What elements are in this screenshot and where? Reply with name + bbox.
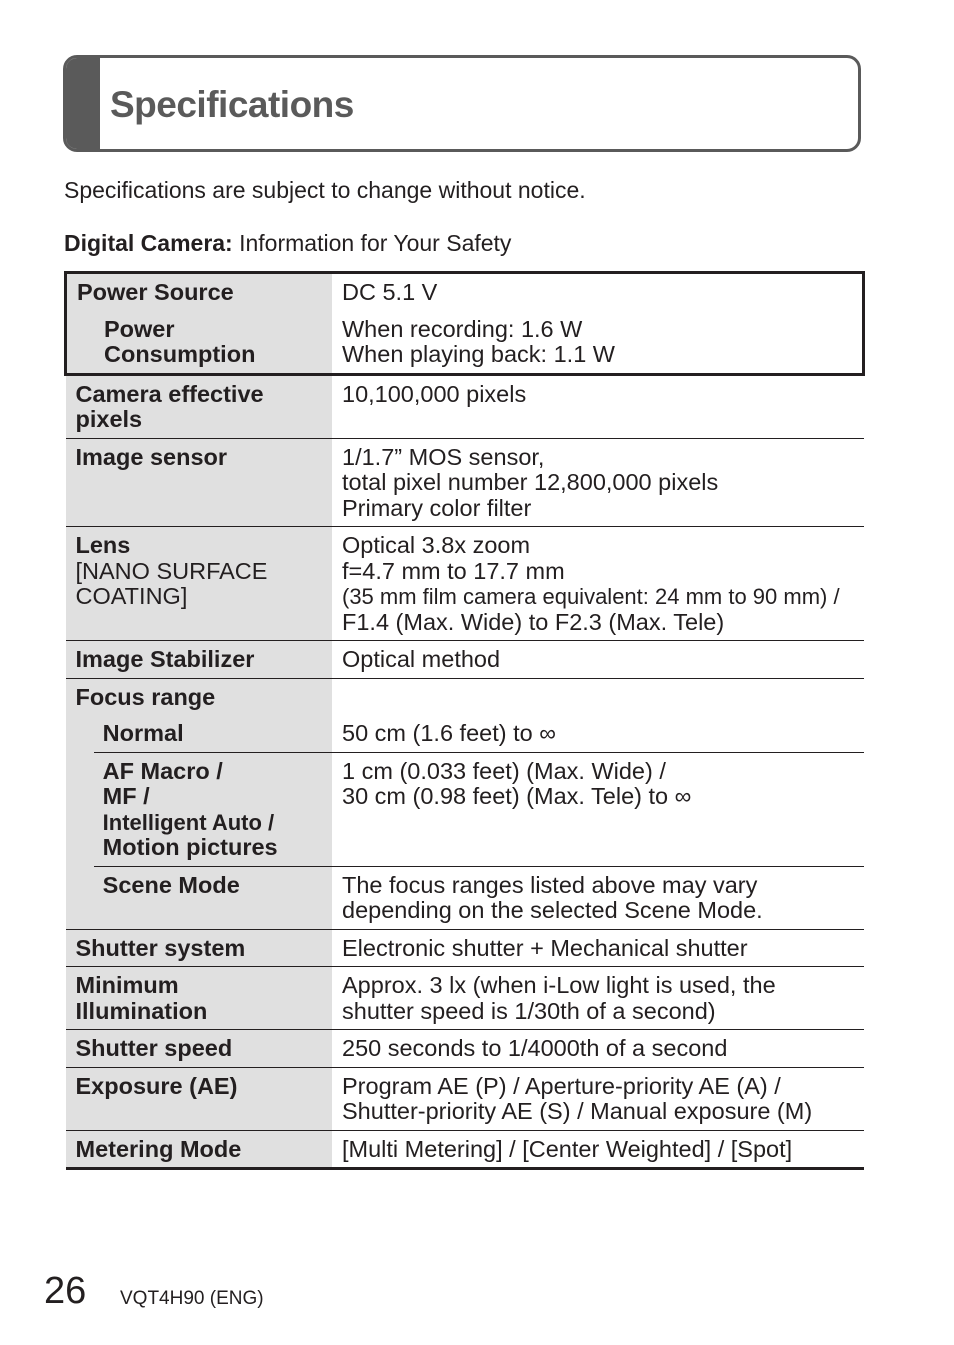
section-subheading bbox=[64, 230, 511, 257]
label-line: MF / bbox=[102, 783, 150, 809]
spec-value bbox=[332, 678, 864, 715]
spec-table bbox=[64, 271, 865, 1170]
value-line: F1.4 (Max. Wide) to F2.3 (Max. Tele) bbox=[342, 608, 725, 635]
spec-row-effective-pixels bbox=[66, 374, 864, 438]
spec-row-power-consumption bbox=[66, 311, 864, 375]
spec-value bbox=[332, 752, 864, 866]
spec-row-metering bbox=[66, 1130, 864, 1169]
spec-value: 50 cm (1.6 feet) to ∞ bbox=[342, 720, 556, 746]
page-number: 26 bbox=[44, 1270, 87, 1312]
spec-value bbox=[332, 1067, 864, 1130]
title-accent-bar bbox=[66, 58, 100, 149]
spec-label: Metering Mode bbox=[66, 1130, 333, 1169]
spec-value bbox=[332, 311, 864, 375]
spec-label: Power Source bbox=[66, 273, 333, 311]
document-code: VQT4H90 (ENG) bbox=[120, 1288, 264, 1309]
value-line: total pixel number 12,800,000 pixels bbox=[342, 469, 719, 495]
spec-row-lens bbox=[66, 527, 864, 641]
value-line: 30 cm (0.98 feet) (Max. Tele) to ∞ bbox=[342, 783, 692, 809]
spec-label: Shutter speed bbox=[66, 1030, 333, 1068]
spec-row-min-illumination bbox=[66, 967, 864, 1030]
title-banner bbox=[63, 55, 861, 152]
label-line: Motion pictures bbox=[102, 834, 278, 860]
label-line: Minimum bbox=[75, 972, 179, 998]
spec-value: Electronic shutter + Mechanical shutter bbox=[332, 929, 864, 967]
spec-value: DC 5.1 V bbox=[332, 273, 864, 311]
value-line: f=4.7 mm to 17.7 mm bbox=[342, 557, 565, 584]
label-line: Lens bbox=[75, 532, 131, 558]
label-line: COATING] bbox=[75, 583, 188, 609]
spec-value: 10,100,000 pixels bbox=[342, 380, 527, 407]
label-line: Consumption bbox=[104, 341, 256, 367]
label-line: Camera effective bbox=[75, 380, 264, 407]
spec-row-focus-normal bbox=[66, 715, 864, 752]
spec-value: 250 seconds to 1/4000th of a second bbox=[332, 1030, 864, 1068]
spec-row-stabilizer bbox=[66, 641, 864, 679]
value-line: Program AE (P) / Aperture-priority AE (A) / bbox=[342, 1072, 781, 1099]
spec-label bbox=[94, 752, 332, 866]
value-line: 1 cm (0.033 feet) (Max. Wide) / bbox=[342, 757, 666, 784]
value-line: depending on the selected Scene Mode. bbox=[342, 897, 763, 923]
label-line: Intelligent Auto / bbox=[102, 809, 275, 835]
spec-row-focus-macro bbox=[66, 752, 864, 866]
spec-value: [Multi Metering] / [Center Weighted] / [Spot] bbox=[332, 1130, 864, 1169]
spec-label: Shutter system bbox=[66, 929, 333, 967]
value-line: Approx. 3 lx (when i-Low light is used, the bbox=[342, 972, 776, 998]
spec-label: Image sensor bbox=[66, 438, 333, 527]
spec-value bbox=[332, 967, 864, 1030]
value-line: (35 mm film camera equivalent: 24 mm to 90 mm) / bbox=[342, 584, 840, 609]
spec-value bbox=[332, 527, 864, 641]
subheading-bold: Digital Camera: bbox=[64, 230, 233, 256]
spec-row-image-sensor bbox=[66, 438, 864, 527]
spec-label bbox=[66, 311, 333, 375]
spec-row-focus-range bbox=[66, 678, 864, 715]
spec-value bbox=[332, 866, 864, 929]
value-line: 1/1.7” MOS sensor, bbox=[342, 443, 545, 470]
value-line: When playing back: 1.1 W bbox=[342, 341, 615, 367]
spec-row-focus-scene bbox=[66, 866, 864, 929]
spec-row-shutter-system bbox=[66, 929, 864, 967]
label-line: Illumination bbox=[75, 997, 208, 1024]
label-line: [NANO SURFACE bbox=[75, 557, 268, 584]
spec-label: Exposure (AE) bbox=[66, 1067, 333, 1130]
page-title: Specifications bbox=[110, 84, 354, 125]
spec-row-exposure bbox=[66, 1067, 864, 1130]
spec-label: Focus range bbox=[66, 678, 333, 715]
spec-label bbox=[66, 527, 333, 641]
spec-label bbox=[66, 374, 333, 438]
value-line: shutter speed is 1/30th of a second) bbox=[342, 997, 716, 1024]
value-line: Optical 3.8x zoom bbox=[342, 532, 531, 558]
spec-label: Normal bbox=[94, 715, 332, 752]
spec-value: Optical method bbox=[332, 641, 864, 679]
spec-row-shutter-speed bbox=[66, 1030, 864, 1068]
value-line: Shutter-priority AE (S) / Manual exposure (M) bbox=[342, 1098, 813, 1124]
value-line: When recording: 1.6 W bbox=[342, 315, 583, 342]
label-line: AF Macro / bbox=[102, 757, 223, 784]
spec-label: Image Stabilizer bbox=[66, 641, 333, 679]
notice-text: Specifications are subject to change without notice. bbox=[64, 177, 586, 203]
spec-label bbox=[66, 967, 333, 1030]
value-line: The focus ranges listed above may vary bbox=[342, 871, 758, 898]
spec-row-power-source bbox=[66, 273, 864, 311]
spec-value bbox=[332, 438, 864, 527]
value-line: Primary color filter bbox=[342, 494, 532, 521]
subheading-rest: Information for Your Safety bbox=[232, 230, 512, 256]
label-line: Power bbox=[104, 315, 175, 342]
spec-label: Scene Mode bbox=[94, 866, 332, 929]
indent-cell bbox=[66, 715, 94, 929]
label-line: pixels bbox=[75, 406, 143, 432]
